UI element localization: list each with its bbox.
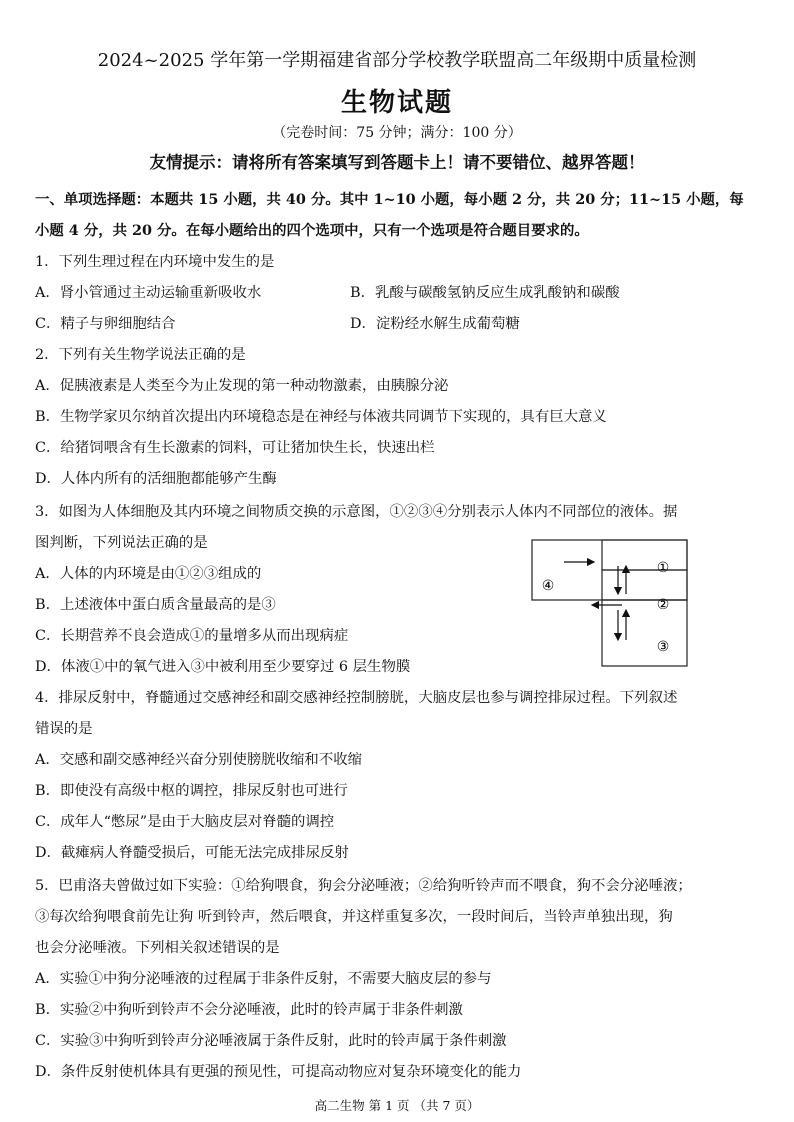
section-instructions-line-2: 小题 4 分，共 20 分。在每小题给出的四个选项中，只有一个选项是符合题目要求的。 (35, 222, 589, 239)
q3-option-b: B．上述液体中蛋白质含量最高的是③ (35, 597, 276, 613)
q5-stem-line-1: 5．巴甫洛夫曾做过如下实验：①给狗喂食，狗会分泌唾液；②给狗听铃声而不喂食，狗不会分泌唾液； (35, 878, 692, 894)
q5-option-d: D．条件反射使机体具有更强的预见性，可提高动物应对复杂环境变化的能力 (35, 1064, 522, 1080)
fluid-1-compartment (602, 540, 687, 570)
q3-option-c: C．长期营养不良会造成①的量增多从而出现病症 (35, 628, 349, 644)
label-fluid-1: ① (656, 560, 670, 576)
body-fluid-exchange-diagram (530, 538, 690, 670)
q2-option-a: A．促胰液素是人类至今为止发现的第一种动物激素，由胰腺分泌 (35, 378, 449, 394)
section-instructions-line-1: 一、单项选择题：本题共 15 小题，共 40 分。其中 1~10 小题，每小题 2 分，共 20 分；11~15 小题，每 (35, 191, 744, 208)
q4-stem-line-2: 错误的是 (35, 721, 93, 737)
q5-option-b: B．实验②中狗听到铃声不会分泌唾液，此时的铃声属于非条件刺激 (35, 1002, 463, 1018)
q5-stem-line-3: 也会分泌唾液。下列相关叙述错误的是 (35, 940, 280, 956)
q2-option-c: C．给猪饲喂含有生长激素的饲料，可让猪加快生长，快速出栏 (35, 440, 435, 456)
label-fluid-2: ② (656, 597, 670, 613)
q4-option-d: D．截瘫病人脊髓受损后，可能无法完成排尿反射 (35, 845, 349, 861)
q2-stem: 2．下列有关生物学说法正确的是 (35, 347, 246, 363)
q1-stem: 1．下列生理过程在内环境中发生的是 (35, 254, 275, 270)
fluid-2-compartment (602, 570, 687, 600)
exam-info: （完卷时间：75 分钟；满分：100 分） (272, 125, 522, 141)
q4-stem-line-1: 4．排尿反射中，脊髓通过交感神经和副交感神经控制膀胱，大脑皮层也参与调控排尿过程。下列叙述 (35, 690, 678, 706)
label-fluid-4: ④ (541, 578, 555, 594)
q4-option-a: A．交感和副交感神经兴奋分别使膀胱收缩和不收缩 (35, 752, 362, 768)
q3-stem-line-1: 3．如图为人体细胞及其内环境之间物质交换的示意图，①②③④分别表示人体内不同部位的液体。据 (35, 504, 678, 520)
q1-option-a: A．肾小管通过主动运输重新吸收水 (35, 285, 262, 301)
q1-options-row-2 (35, 314, 763, 334)
q1-option-c: C．精子与卵细胞结合 (35, 316, 176, 332)
page-footer: 高二生物 第 1 页 （共 7 页） (314, 1098, 480, 1113)
q3-option-d: D．体液①中的氧气进入③中被利用至少要穿过 6 层生物膜 (35, 659, 411, 675)
q3-stem-line-2: 图判断，下列说法正确的是 (35, 535, 208, 551)
q4-option-b: B．即使没有高级中枢的调控，排尿反射也可进行 (35, 783, 348, 799)
q2-option-b: B．生物学家贝尔纳首次提出内环境稳态是在神经与体液共同调节下实现的，具有巨大意义 (35, 409, 607, 425)
fluid-3-compartment (602, 600, 687, 666)
q1-option-d: D．淀粉经水解生成葡萄糖 (350, 316, 520, 332)
q5-option-a: A．实验①中狗分泌唾液的过程属于非条件反射，不需要大脑皮层的参与 (35, 971, 492, 987)
q5-stem-line-2: ③每次给狗喂食前先让狗 听到铃声，然后喂食，并这样重复多次，一段时间后，当铃声单独出现，狗 (35, 909, 673, 925)
q4-option-c: C．成年人“憋尿”是由于大脑皮层对脊髓的调控 (35, 814, 335, 830)
q5-option-c: C．实验③中狗听到铃声分泌唾液属于条件反射，此时的铃声属于条件刺激 (35, 1033, 507, 1049)
q2-option-d: D．人体内所有的活细胞都能够产生酶 (35, 471, 277, 487)
q3-option-a: A．人体的内环境是由①②③组成的 (35, 566, 262, 582)
friendly-reminder: 友情提示：请将所有答案填写到答题卡上！请不要错位、越界答题！ (149, 153, 645, 172)
q1-option-b: B．乳酸与碳酸氢钠反应生成乳酸钠和碳酸 (350, 285, 620, 301)
q1-options-row-1 (35, 283, 763, 303)
label-fluid-3: ③ (656, 639, 670, 655)
subject-title: 生物试题 (340, 88, 453, 118)
exam-title: 2024~2025 学年第一学期福建省部分学校教学联盟高二年级期中质量检测 (97, 50, 697, 71)
